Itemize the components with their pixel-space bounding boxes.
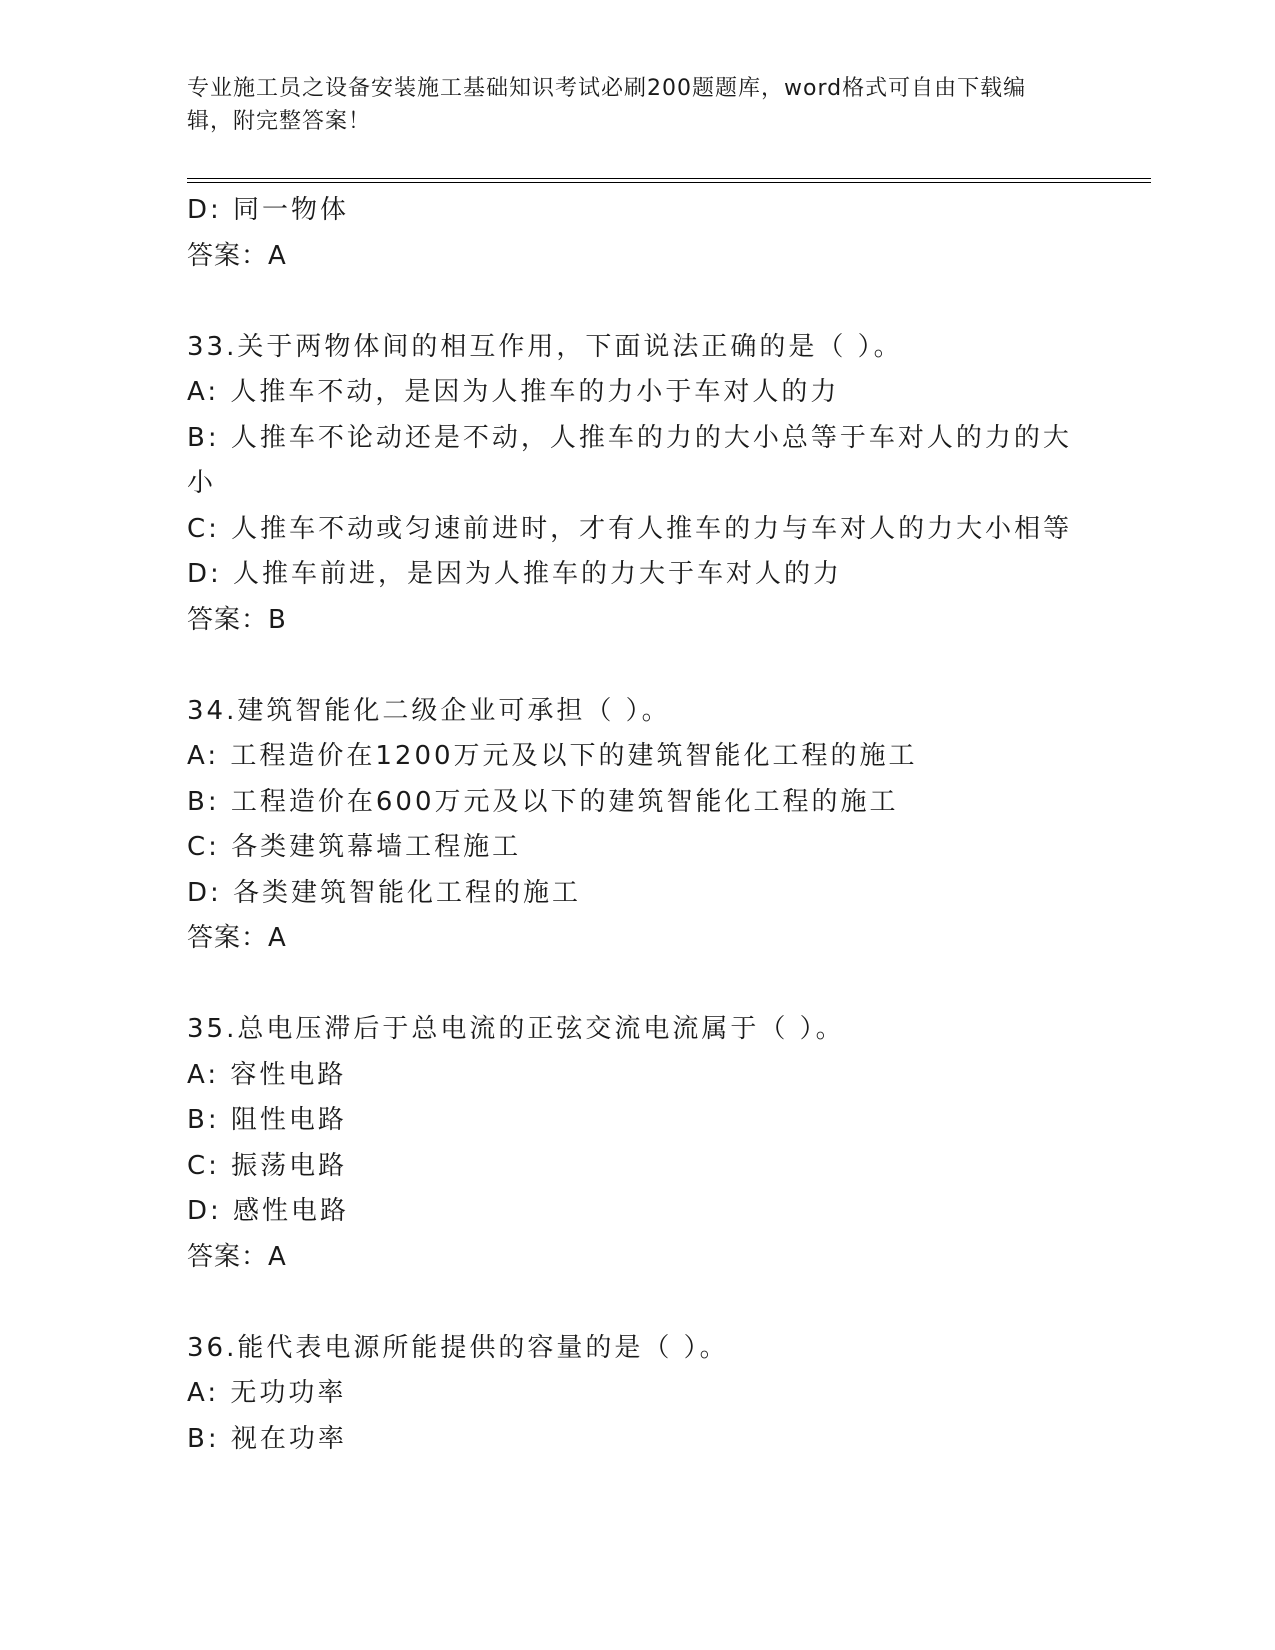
question-33-option-d: D: 人推车前进，是因为人推车的力大于车对人的力 [187, 559, 843, 589]
question-33-option-a: A: 人推车不动，是因为人推车的力小于车对人的力 [187, 377, 840, 407]
spacer [187, 1280, 1087, 1326]
question-34-option-d: D: 各类建筑智能化工程的施工 [187, 877, 582, 908]
document-body [187, 188, 1087, 1462]
question-33-text: 33.关于两物体间的相互作用，下面说法正确的是（ ）。 [187, 331, 903, 362]
spacer [187, 962, 1087, 1008]
question-33-option-b: B: 人推车不论动还是不动，人推车的力的大小总等于车对人的力的大小 [187, 422, 1072, 498]
question-35-option-c: C: 振荡电路 [187, 1150, 348, 1181]
question-36-text: 36.能代表电源所能提供的容量的是（ ）。 [187, 1332, 729, 1363]
question-34-option-a: A: 工程造价在1200万元及以下的建筑智能化工程的施工 [187, 741, 918, 771]
prev-question-answer: 答案：A [187, 240, 287, 271]
question-35-option-a: A: 容性电路 [187, 1059, 347, 1090]
spacer [187, 643, 1087, 689]
question-33-option-c: C: 人推车不动或匀速前进时，才有人推车的力与车对人的力大小相等 [187, 513, 1073, 544]
question-35-option-b: B: 阻性电路 [187, 1105, 347, 1135]
question-34-answer: 答案：A [187, 923, 287, 953]
question-36-option-a: A: 无功功率 [187, 1378, 347, 1408]
question-35-answer: 答案：A [187, 1241, 287, 1272]
question-33-answer: 答案：B [187, 604, 287, 635]
prev-question-option-d: D: 同一物体 [187, 195, 350, 225]
page-header: 专业施工员之设备安装施工基础知识考试必刷200题题库，word格式可自由下载编辑，附完整答案！ [187, 76, 1027, 134]
question-34-option-b: B: 工程造价在600万元及以下的建筑智能化工程的施工 [187, 786, 899, 817]
question-36-option-b: B: 视在功率 [187, 1423, 347, 1454]
question-35-option-d: D: 感性电路 [187, 1196, 350, 1226]
spacer [187, 279, 1087, 325]
question-34-text: 34.建筑智能化二级企业可承担（ ）。 [187, 695, 671, 726]
question-34-option-c: C: 各类建筑幕墙工程施工 [187, 832, 522, 862]
header-divider [187, 178, 1151, 183]
question-35-text: 35.总电压滞后于总电流的正弦交流电流属于（ ）。 [187, 1014, 845, 1044]
